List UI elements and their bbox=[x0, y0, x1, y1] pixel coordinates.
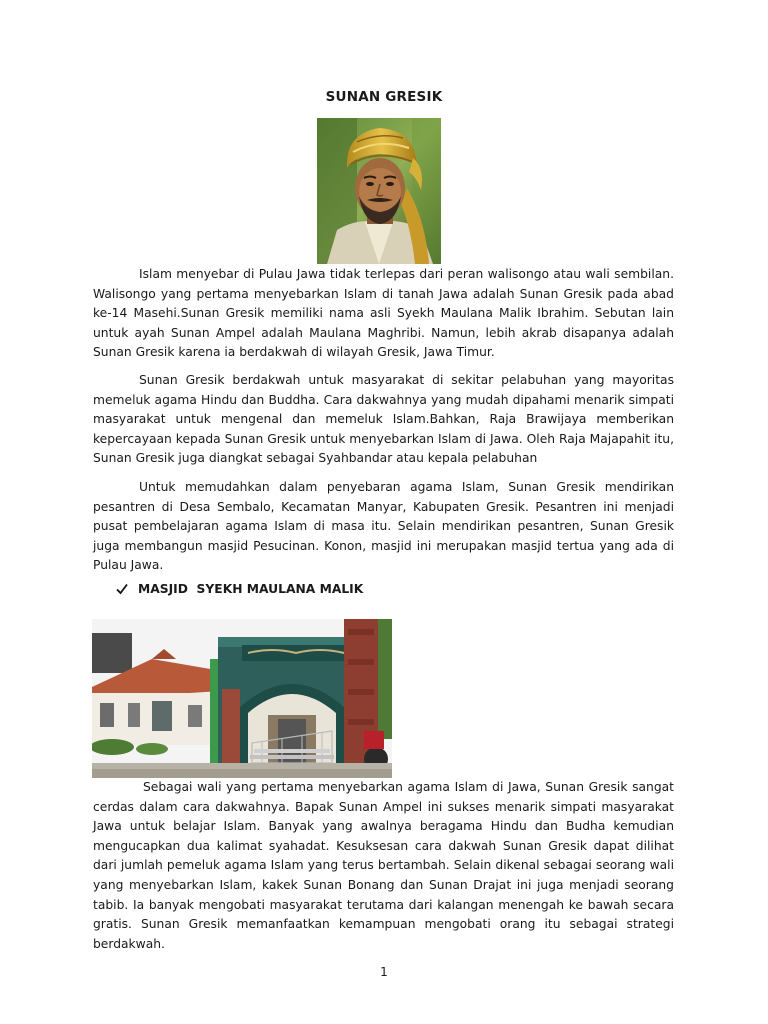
portrait-illustration bbox=[317, 118, 441, 264]
paragraph-3 bbox=[93, 478, 674, 576]
paragraph-4-text: Sebagai wali yang pertama menyebarkan agama Islam di Jawa, Sunan Gresik sangat cerdas dalam cara dakwahnya. Bapak Sunan Ampel ini sukses menarik simpati masyarakat Jawa untuk belajar Islam. Banyak yang awalnya beragama Hindu dan Budha kemudian mengucapkan dua kalimat syahadat. Kesuksesan cara dakwah Sunan Gresik dapat dilihat dari jumlah pemeluk agama Islam yang terus bertambah. Selain dikenal sebagai seorang wali yang menyebarkan Islam, kakek Sunan Bonang dan Sunan Drajat ini juga menjadi seorang tabib. Ia banyak mengobati masyarakat terutama dari kalangan menengah ke bawah secara gratis. Sunan Gresik memanfaatkan kemampuan mengobati orang itu sebagai strategi berdakwah. bbox=[93, 780, 674, 951]
paragraph-3-text: Untuk memudahkan dalam penyebaran agama Islam, Sunan Gresik mendirikan pesantren di Desa Sembalo, Kecamatan Manyar, Kabupaten Gresik. Pesantren ini menjadi pusat pembelajaran agama Islam di masa itu. Selain mendirikan pesantren, Sunan Gresik juga membangun masjid Pesucinan. Konon, masjid ini merupakan masjid tertua yang ada di Pulau Jawa. bbox=[93, 480, 674, 573]
checkmark-icon bbox=[116, 583, 128, 595]
document-title: SUNAN GRESIK bbox=[325, 89, 443, 105]
section-heading bbox=[116, 582, 363, 596]
paragraph-2 bbox=[93, 371, 674, 469]
paragraph-2-text: Sunan Gresik berdakwah untuk masyarakat di sekitar pelabuhan yang mayoritas memeluk agama Hindu dan Buddha. Cara dakwahnya yang mudah dipahami menarik simpati masyarakat untuk mengenal dan memeluk Islam.Bahkan, Raja Brawijaya memberikan kepercayaan kepada Sunan Gresik untuk menyebarkan Islam di Jawa. Oleh Raja Majapahit itu, Sunan Gresik juga diangkat sebagai Syahbandar atau kepala pelabuhan bbox=[93, 373, 674, 466]
portrait-image bbox=[317, 118, 441, 264]
page-number: 1 bbox=[380, 965, 388, 979]
paragraph-4 bbox=[93, 778, 674, 954]
section-heading-text: MASJID SYEKH MAULANA MALIK bbox=[138, 582, 364, 596]
paragraph-1 bbox=[93, 265, 674, 363]
mosque-illustration bbox=[92, 619, 392, 778]
paragraph-1-text: Islam menyebar di Pulau Jawa tidak terlepas dari peran walisongo atau wali sembilan. Walisongo yang pertama menyebarkan Islam di tanah Jawa adalah Sunan Gresik pada abad ke-14 Masehi.Sunan Gresik memiliki nama asli Syekh Maulana Malik Ibrahim. Sebutan lain untuk ayah Sunan Ampel adalah Maulana Maghribi. Namun, lebih akrab disapanya adalah Sunan Gresik karena ia berdakwah di wilayah Gresik, Jawa Timur. bbox=[93, 267, 674, 360]
mosque-image bbox=[92, 619, 392, 778]
